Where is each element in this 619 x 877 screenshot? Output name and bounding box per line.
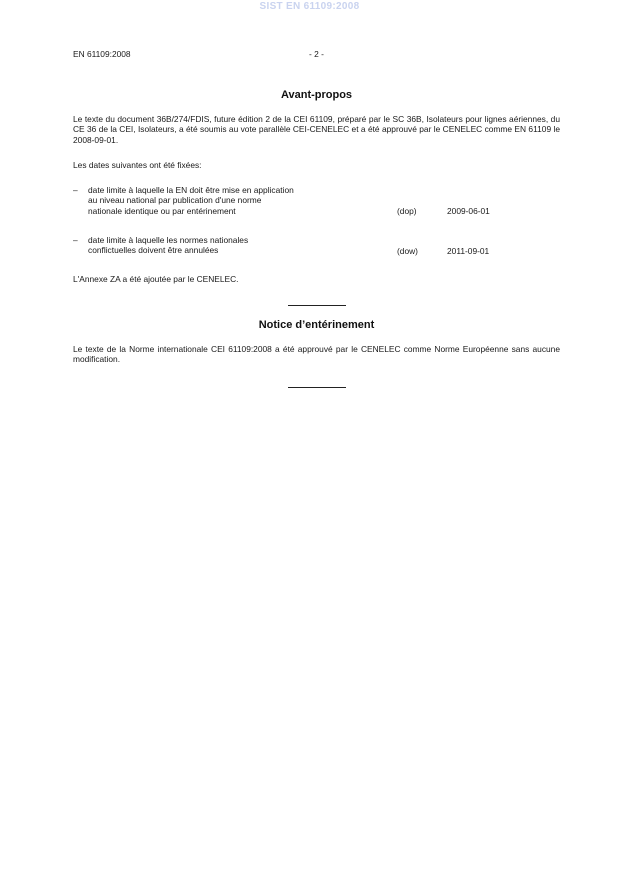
date-item-line: au niveau national par publication d'une norme	[88, 195, 262, 206]
endorsement-paragraph: Le texte de la Norme internationale CEI 61109:2008 a été approuvé par le CENELEC comme Norme Européenne sans aucune modification.	[73, 344, 560, 365]
page-number: - 2 -	[309, 49, 324, 59]
date-value: 2011-09-01	[447, 246, 490, 256]
date-code: (dow)	[397, 246, 418, 256]
date-item-line: date limite à laquelle les normes nationales	[88, 235, 249, 245]
date-value: 2009-06-01	[447, 206, 490, 216]
list-dash: –	[73, 235, 78, 245]
foreword-title: Avant-propos	[280, 89, 353, 101]
page-header	[73, 49, 560, 61]
date-item-line: conflictuelles doivent être annulées	[88, 245, 219, 256]
section-divider	[288, 387, 346, 388]
dates-intro: Les dates suivantes ont été fixées:	[73, 160, 202, 170]
foreword-paragraph: Le texte du document 36B/274/FDIS, future édition 2 de la CEI 61109, préparé par le SC 36B, Isolateurs pour lignes aériennes, du CE 36 de la CEI, Isolateurs, a été soumis au vote parallèle CEI-CENELEC et a été approuvé par le CENELEC comme EN 61109 le 2008-09-01.	[73, 114, 560, 145]
date-item-description	[88, 185, 388, 216]
date-item-line: nationale identique ou par entérinement	[88, 205, 236, 216]
date-item-line: date limite à laquelle la EN doit être mise en application	[88, 185, 294, 195]
list-dash: –	[73, 185, 78, 195]
annex-note: L'Annexe ZA a été ajoutée par le CENELEC.	[73, 274, 239, 284]
document-id: EN 61109:2008	[73, 49, 131, 59]
date-code: (dop)	[397, 206, 417, 216]
endorsement-title: Notice d’entérinement	[258, 319, 375, 331]
date-item-description	[88, 235, 388, 256]
section-divider	[288, 305, 346, 306]
watermark: SIST EN 61109:2008	[259, 1, 360, 12]
